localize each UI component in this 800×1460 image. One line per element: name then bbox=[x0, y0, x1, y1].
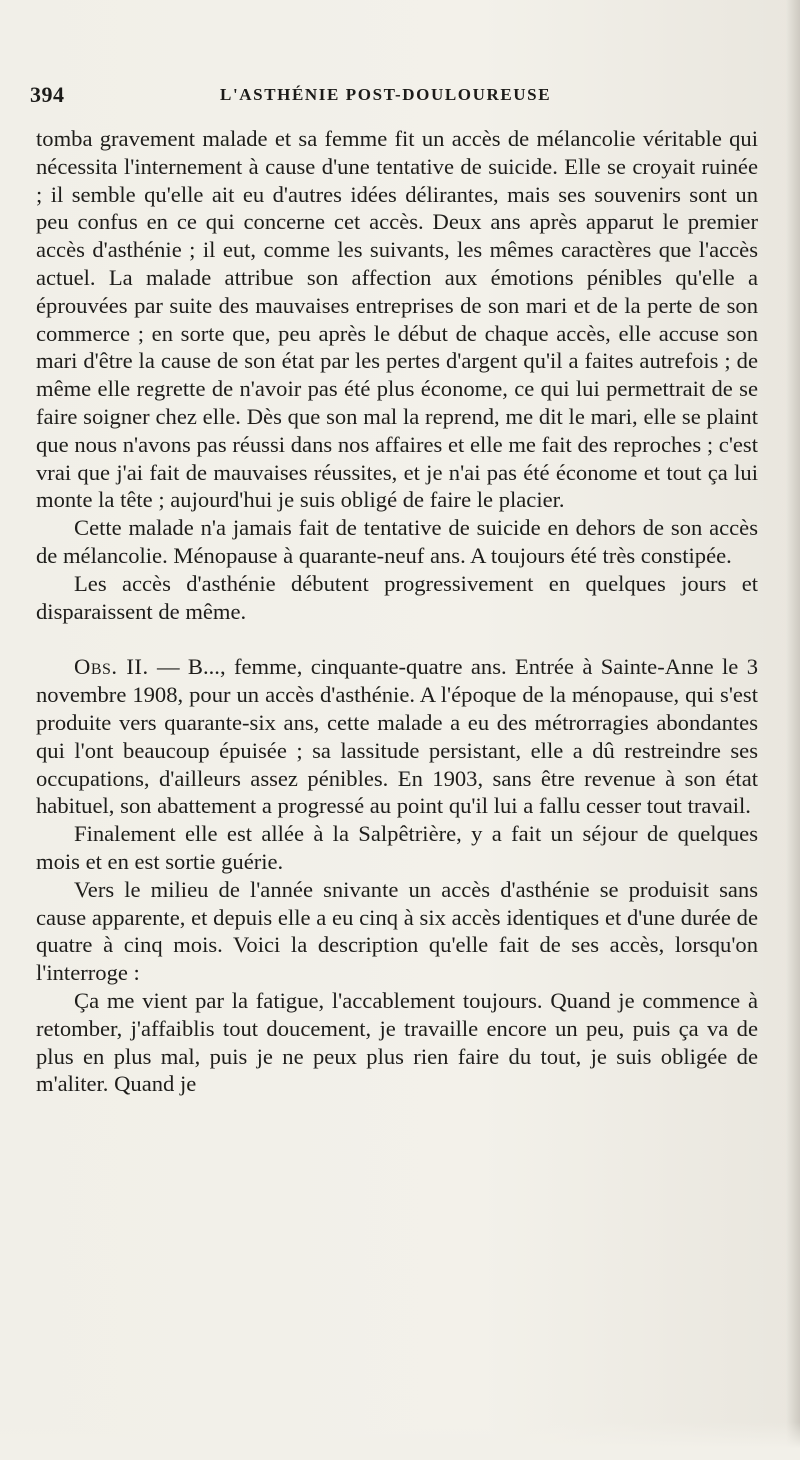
paragraph-continued: tomba gravement malade et sa femme fit un accès de mélancolie véritable qui nécessita l'internement à cause d'une tentative de suicide. Elle se croyait ruinée ; il semble qu'elle ait eu d'autres idées délirantes, mais ses souvenirs sont un peu confus en ce qui concerne cet accès. Deux ans après apparut le premier accès d'asthénie ; il eut, comme les suivants, les mêmes caractères que l'accès actuel. La malade attribue son affection aux émotions pénibles qu'elle a éprouvées par suite des mauvaises entreprises de son mari et de la perte de son commerce ; en sorte que, peu après le début de chaque accès, elle accuse son mari d'être la cause de son état par les pertes d'argent qu'il a faites autrefois ; de même elle regrette de n'avoir pas été plus économe, ce qui lui permettrait de se faire soigner chez elle. Dès que son mal la reprend, me dit le mari, elle se plaint que nous n'avons pas réussi dans nos affaires et elle me fait des reproches ; c'est vrai que j'ai fait de mauvaises réussites, et je n'ai pas été économe et tout ça lui monte la tête ; aujourd'hui je suis obligé de faire le placier. bbox=[36, 126, 758, 513]
page-bottom-edge bbox=[0, 1422, 800, 1460]
paragraph: Ça me vient par la fatigue, l'accablement toujours. Quand je commence à retomber, j'affaiblis tout doucement, je travaille encore un peu, puis ça va de plus en plus mal, puis je ne peux plus rien faire du tout, je suis obligée de m'aliter. Quand je bbox=[36, 987, 758, 1097]
page-header bbox=[30, 82, 770, 112]
observation-text: — B..., femme, cinquante-quatre ans. Entrée à Sainte-Anne le 3 novembre 1908, pour un accès d'asthénie. A l'époque de la ménopause, qui s'est produite vers quarante-six ans, cette malade a eu des métrorragies abondantes qui l'ont beaucoup épuisée ; sa lassitude persistant, elle a dû restreindre ses occupations, d'ailleurs assez pénibles. En 1903, sans être revenue à son état habituel, son abattement a progressé au point qu'il lui a fallu cesser tout travail. bbox=[36, 654, 758, 819]
page-number: 394 bbox=[30, 82, 65, 107]
paragraph: Les accès d'asthénie débutent progressivement en quelques jours et disparaissent de même. bbox=[36, 570, 758, 624]
body-text bbox=[36, 125, 758, 1098]
observation-label: Obs. II. bbox=[74, 654, 149, 680]
page-gutter-shadow bbox=[786, 0, 800, 1460]
paragraph: Vers le milieu de l'année snivante un accès d'asthénie se produisit sans cause apparente, et depuis elle a eu cinq à six accès identiques et d'une durée de quatre à cinq mois. Voici la description qu'elle fait de ses accès, lorsqu'on l'interroge : bbox=[36, 876, 758, 986]
observation-paragraph bbox=[36, 653, 758, 820]
paragraph: Cette malade n'a jamais fait de tentative de suicide en dehors de son accès de mélancolie. Ménopause à quarante-neuf ans. A toujours été très constipée. bbox=[36, 515, 758, 568]
running-title: L'ASTHÉNIE POST-DOULOUREUSE bbox=[220, 85, 552, 104]
paragraph: Finalement elle est allée à la Salpêtrière, y a fait un séjour de quelques mois et en est sortie guérie. bbox=[36, 821, 758, 874]
